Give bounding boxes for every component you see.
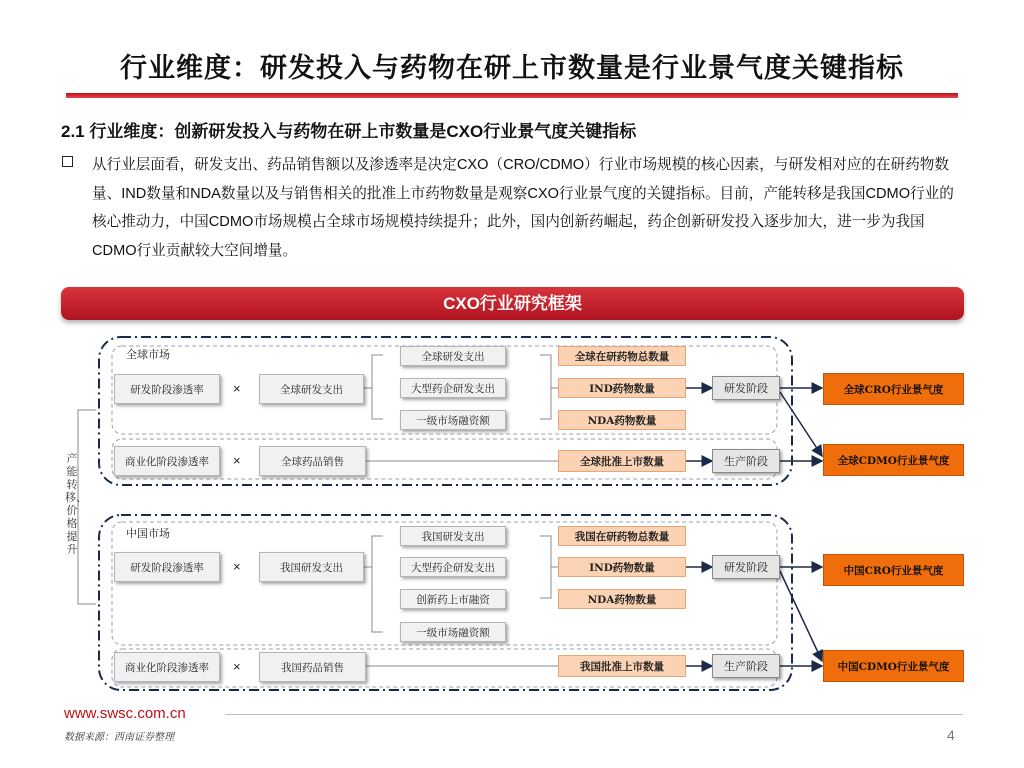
china-rd-penetration: 研发阶段渗透率 [114, 552, 220, 582]
global-source-1: 全球研发支出 [400, 346, 506, 366]
global-indicator-3: NDA药物数量 [558, 410, 686, 430]
global-source-2: 大型药企研发支出 [400, 378, 506, 398]
china-indicator-3: NDA药物数量 [558, 589, 686, 609]
global-indicator-2: IND药物数量 [558, 378, 686, 398]
global-indicators-bracket [540, 355, 551, 419]
global-indicator-1: 全球在研药物总数量 [558, 346, 686, 366]
bullet-text: 从行业层面看，研发支出、药品销售额以及渗透率是决定CXO（CRO/CDMO）行业市场规模的核心因素，与研发相对应的在研药物数量、IND数量和NDA数量以及与销售相关的批准上市药物数量是观察CXO行业景气度的关键指标。目前，产能转移是我国CDMO行业的核心推动力，中国CDMO市场规模占全球市场规模持续提升；此外，国内创新药崛起，药企创新研发投入逐步加大，进一步为我国CDMO行业贡献较大空间增量。 [92, 157, 954, 259]
china-indicator-2: IND药物数量 [558, 557, 686, 577]
global-rd-spending: 全球研发支出 [259, 374, 364, 404]
china-drug-sales: 我国药品销售 [259, 652, 366, 682]
global-cro-outcome: 全球CRO行业景气度 [823, 373, 964, 405]
global-rd-stage: 研发阶段 [712, 376, 780, 400]
global-rd-to-cdmo [780, 392, 822, 456]
footer-divider [225, 714, 963, 715]
source-note: 数据来源：西南证券整理 [64, 732, 174, 743]
china-source-2: 大型药企研发支出 [400, 557, 506, 577]
china-rd-stage: 研发阶段 [712, 555, 780, 579]
global-source-3: 一级市场融资额 [400, 410, 506, 430]
global-rd-penetration: 研发阶段渗透率 [114, 374, 220, 404]
page-number: 4 [947, 727, 955, 743]
global-cdmo-outcome: 全球CDMO行业景气度 [823, 444, 964, 476]
china-source-4: 一级市场融资额 [400, 622, 506, 642]
global-drug-sales: 全球药品销售 [259, 446, 366, 476]
global-sources-bracket [372, 355, 383, 419]
section-heading: 2.1 行业维度：创新研发投入与药物在研上市数量是CXO行业景气度关键指标 [61, 122, 637, 141]
framework-banner: CXO行业研究框架 [61, 287, 964, 320]
title-divider [66, 93, 958, 98]
china-cdmo-outcome: 中国CDMO行业景气度 [823, 650, 964, 682]
global-commercial-multiply: × [233, 453, 241, 468]
global-production-stage: 生产阶段 [712, 449, 780, 473]
site-url: www.swsc.com.cn [64, 705, 186, 722]
slide-title: 行业维度：研发投入与药物在研上市数量是行业景气度关键指标 [120, 53, 904, 83]
china-commercial-penetration: 商业化阶段渗透率 [114, 652, 220, 682]
global-commercial-penetration: 商业化阶段渗透率 [114, 446, 220, 476]
china-rd-multiply: × [233, 559, 241, 574]
capacity-transfer-label: 产能转移、价格提升 [65, 452, 87, 556]
china-indicator-1: 我国在研药物总数量 [558, 526, 686, 546]
china-region-label: 中国市场 [126, 527, 170, 540]
global-rd-multiply: × [233, 381, 241, 396]
china-sources-bracket [372, 536, 383, 632]
china-commercial-indicator: 我国批准上市数量 [558, 655, 686, 677]
square-bullet-icon [62, 156, 73, 167]
global-region-label: 全球市场 [126, 348, 170, 361]
china-indicators-bracket [540, 536, 551, 598]
china-source-1: 我国研发支出 [400, 526, 506, 546]
china-cro-outcome: 中国CRO行业景气度 [823, 554, 964, 586]
china-rd-to-cdmo [780, 571, 822, 661]
china-rd-spending: 我国研发支出 [259, 552, 364, 582]
bullet-paragraph [62, 151, 962, 265]
side-bracket [78, 410, 96, 604]
china-production-stage: 生产阶段 [712, 654, 780, 678]
china-source-3: 创新药上市融资 [400, 589, 506, 609]
china-commercial-multiply: × [233, 659, 241, 674]
global-commercial-indicator: 全球批准上市数量 [558, 450, 686, 472]
framework-diagram [0, 322, 1024, 702]
